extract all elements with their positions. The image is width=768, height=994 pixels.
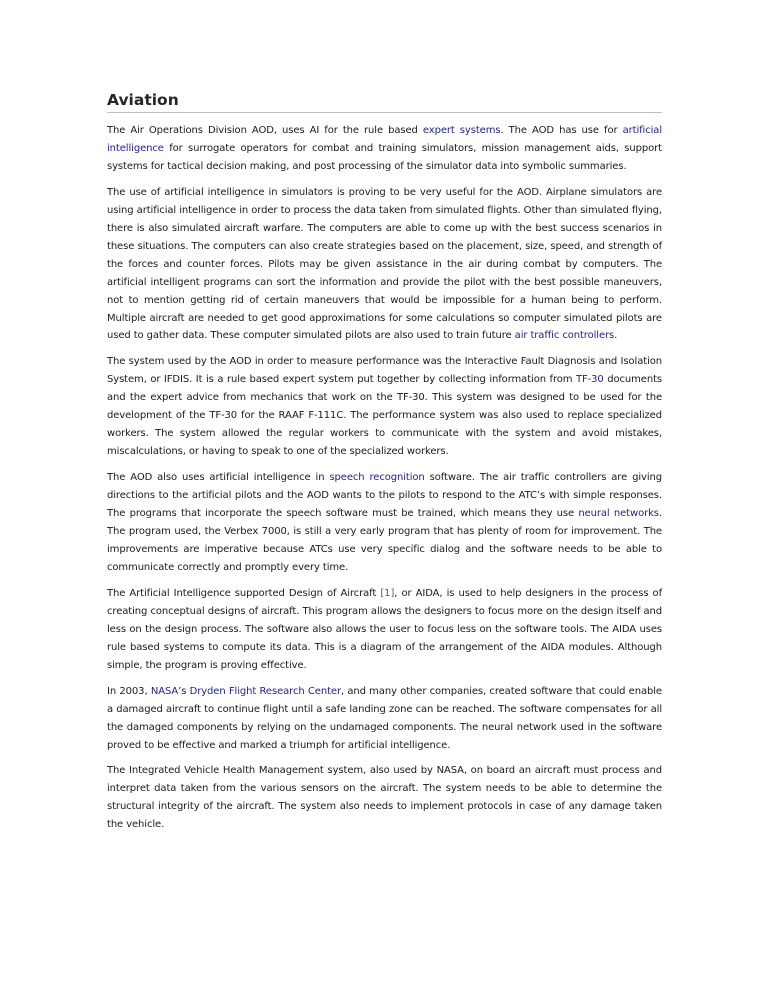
hyperlink[interactable]: NASA (150, 685, 179, 697)
paragraph (107, 683, 662, 755)
hyperlink[interactable]: neural networks (578, 508, 659, 520)
section-title: Aviation (107, 88, 662, 113)
text-run: documents and the expert advice from mechanics that work on the TF-30. This system was designed to be used for the development of the TF-30 for the RAAF F-111C. The performance system was also used to replace specialized workers. The system allowed the regular workers to communicate with the system and avoid mistakes, miscalculations, or having to speak to one of the specialized workers. (107, 374, 663, 458)
text-run: The Air Operations Division AOD, uses AI for the rule based (107, 125, 423, 136)
hyperlink[interactable]: artificial intelligence (107, 125, 663, 154)
text-run: . The AOD has use for (500, 125, 623, 136)
text-run: The use of artificial intelligence in simulators is proving to be very useful for the AOD. Airplane simulators are using artificial intelligence in order to process the data taken from simulated flights. Other than simulated flying, there is also simulated aircraft warfare. The computers are able to come up with the best success scenarios in these situations. The computers can also create strategies based on the placement, size, speed, and strength of the forces and counter forces. Pilots may be given assistance in the air during combat by computers. The artificial intelligent programs can sort the information and provide the pilot with the best possible maneuvers, not to mention getting rid of certain maneuvers that would be impossible for a human being to perform. Multiple aircraft are needed to get good approximations for some calculations so computer simulated pilots are used to gather data. These computer simulated pilots are also used to train future (107, 186, 662, 342)
text-run: , and many other companies, created software that could enable a damaged aircraft to continue flight until a safe landing zone can be reached. The software compensates for all the damaged components by relying on the undamaged components. The neural network used in the software proved to be effective and marked a triumph for artificial intelligence. (107, 685, 662, 751)
text-run: ’s (178, 685, 190, 697)
text-run: . (614, 330, 618, 342)
hyperlink[interactable]: air traffic controllers (514, 330, 615, 342)
paragraph (107, 585, 662, 675)
article (107, 88, 662, 834)
paragraph (107, 762, 662, 834)
paragraph (107, 184, 662, 346)
hyperlink[interactable]: TF-30 (575, 374, 604, 386)
text-run: , or AIDA, is used to help designers in the process of creating conceptual designs of aircraft. This program allows the designers to focus more on the design itself and less on the design process. The software also allows the user to focus less on the software tools. The AIDA uses rule based systems to compute its data. This is a diagram of the arrangement of the AIDA modules. Although simple, the program is proving effective. (107, 587, 662, 671)
text-run: The system used by the AOD in order to measure performance was the Interactive Fault Diagnosis and Isolation System, or IFDIS. It is a rule based expert system put together by collecting information from (107, 356, 662, 386)
text-run: . The program used, the Verbex 7000, is still a very early program that has plenty of room for improvement. The improvements are imperative because ATCs use very specific dialog and the software needs to be able to communicate correctly and promptly every time. (107, 508, 662, 573)
hyperlink[interactable]: speech recognition (329, 472, 425, 484)
text-run: The Integrated Vehicle Health Management system, also used by NASA, on board an aircraft must process and interpret data taken from the various sensors on the aircraft. The system needs to be able to determine the structural integrity of the aircraft. The system also needs to implement protocols in case of any damage taken the vehicle. (107, 765, 662, 831)
article-body (107, 122, 662, 834)
paragraph (107, 122, 662, 176)
paragraph (107, 469, 662, 577)
hyperlink[interactable]: expert systems (422, 125, 501, 136)
paragraph (107, 353, 662, 461)
text-run: In 2003, (107, 685, 151, 697)
text-run: for surrogate operators for combat and training simulators, mission management aids, support systems for tactical decision making, and post processing of the simulator data into symbolic summaries. (107, 142, 662, 172)
text-run: The Artificial Intelligence supported Design of Aircraft (107, 587, 381, 599)
citation-link[interactable]: [1] (380, 587, 395, 599)
text-run: software. The air traffic controllers are giving directions to the artificial pilots and the AOD wants to the pilots to respond to the ATC’s with simple responses. The programs that incorporate the speech software must be trained, which means they use (107, 472, 663, 520)
text-run: The AOD also uses artificial intelligence in (107, 472, 330, 484)
hyperlink[interactable]: Dryden Flight Research Center (189, 685, 341, 697)
